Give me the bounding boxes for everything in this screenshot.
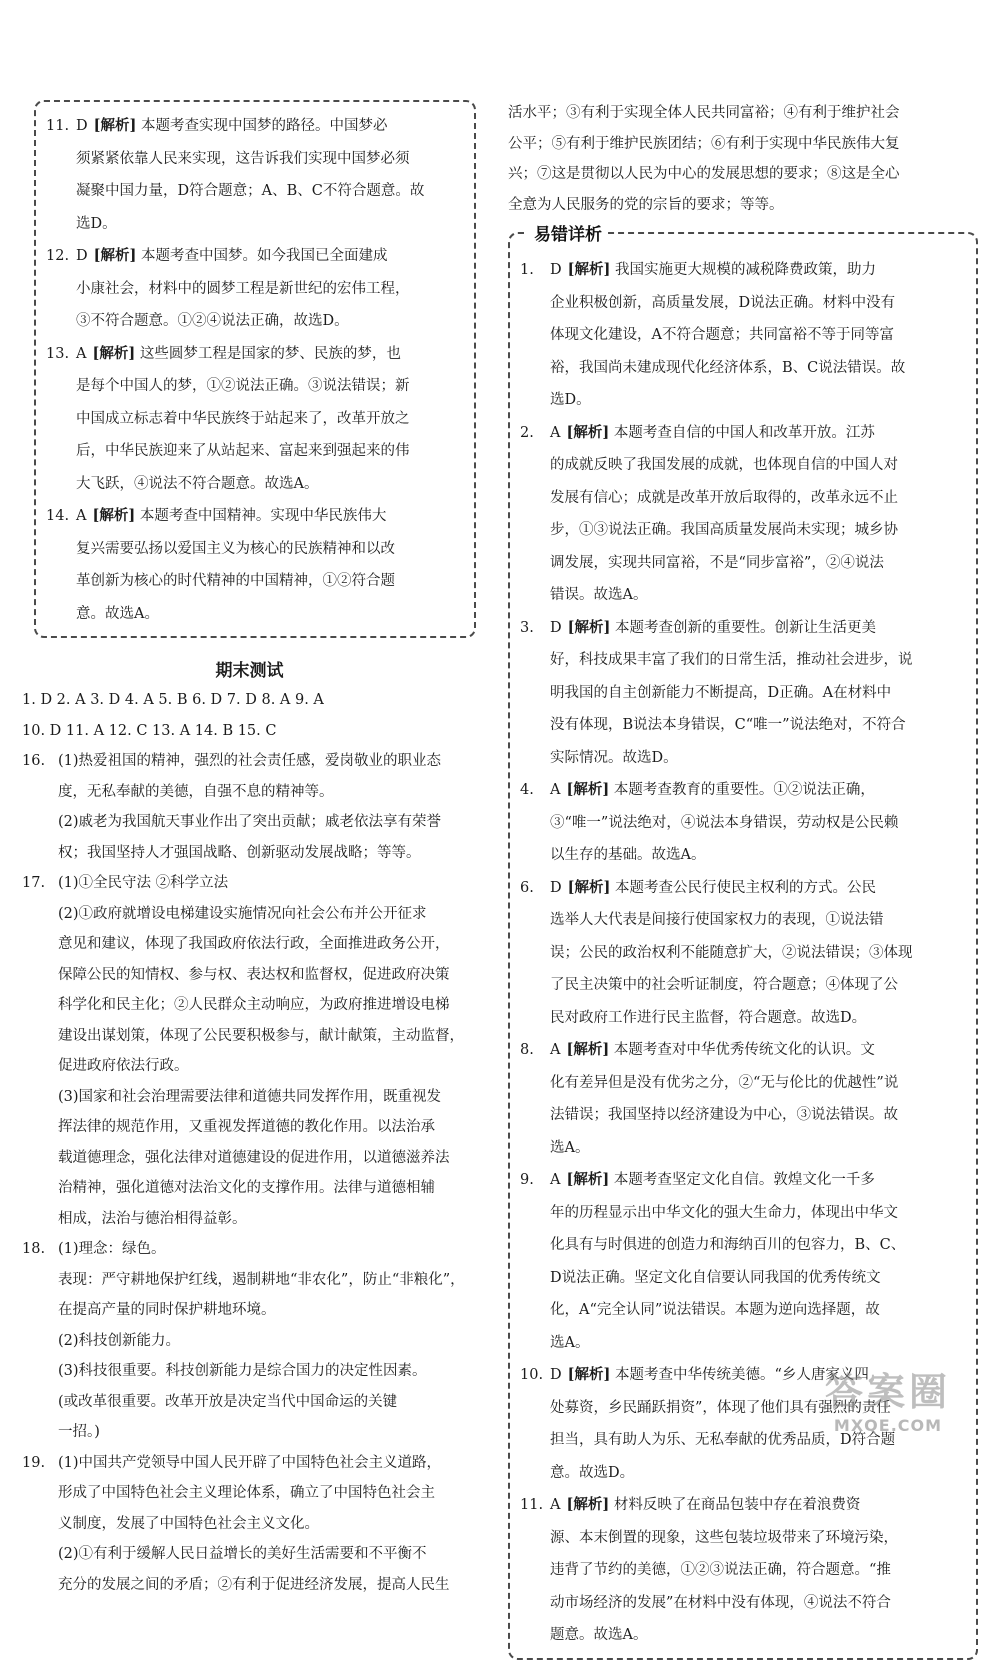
item-text-line: 中国成立标志着中华民族终于站起来了，改革开放之 — [76, 410, 410, 427]
item-first-line — [520, 425, 875, 441]
continued-answer — [508, 98, 978, 220]
item-text-line: 选D。 — [76, 215, 117, 232]
question-line: (3)国家和社会治理需要法律和道德共同发挥作用，既重视发 — [58, 1088, 442, 1105]
item-text: 本题考查教育的重要性。①②说法正确， — [613, 782, 875, 798]
analysis-tag: [ 解析 ] — [92, 345, 135, 362]
item-number: 13. — [46, 345, 70, 362]
item-text: 材料反映了在商品包装中存在着浪费资 — [613, 1497, 861, 1513]
question-text: (1)中国共产党领导中国人民开辟了中国特色社会主义道路， — [58, 1454, 442, 1471]
item-number: 1. — [520, 262, 534, 278]
answer-item — [46, 338, 464, 501]
question-line: (2)戚老为我国航天事业作出了突出贡献；戚老依法享有荣誉 — [58, 814, 442, 830]
item-answer: A — [550, 1172, 561, 1188]
item-first-line — [46, 346, 401, 362]
item-text-line: 意。故选A。 — [76, 605, 159, 622]
question-text: (1)理念：绿色。 — [58, 1241, 166, 1257]
item-text-line: 源、本末倒置的现象，这些包装垃圾带来了环境污染， — [550, 1529, 898, 1546]
continued-line: 兴；⑦这是贯彻以人民为中心的发展思想的要求；⑧这是全心 — [508, 166, 900, 182]
item-text-line: 民对政府工作进行民主监督，符合题意。故选D。 — [550, 1009, 867, 1026]
continued-line: 全意为人民服务的党的宗旨的要求；等等。 — [508, 196, 784, 213]
item-text: 本题考查中华传统美德。“乡人唐家义四 — [615, 1367, 869, 1383]
question-text: (1)①全民守法 ②科学立法 — [58, 875, 229, 891]
item-text-line: 了民主决策中的社会听证制度，符合题意；④体现了公 — [550, 977, 898, 993]
item-number: 9. — [520, 1172, 534, 1188]
question-line: 形成了中国特色社会主义理论体系，确立了中国特色社会主 — [58, 1485, 435, 1501]
item-number: 10. — [520, 1367, 544, 1383]
question-number: 17. — [22, 875, 46, 891]
item-text-line: 凝聚中国力量，D符合题意；A、B、C不符合题意。故 — [76, 183, 425, 199]
item-text: 本题考查公民行使民主权利的方式。公民 — [615, 879, 876, 896]
error-analysis-title: 易错详析 — [528, 220, 608, 245]
item-text-line: ③不符合题意。①②④说法正确，故选D。 — [76, 313, 349, 329]
item-text-line: 实际情况。故选D。 — [550, 749, 678, 766]
question-line: (2)①有利于缓解人民日益增长的美好生活需要和不平衡不 — [58, 1546, 427, 1562]
analysis-tag: [ 解析 ] — [568, 1366, 611, 1383]
question-line — [22, 1234, 477, 1265]
item-first-line — [46, 508, 386, 524]
analysis-tag: [ 解析 ] — [92, 507, 135, 524]
item-answer: A — [550, 1497, 561, 1513]
item-number: 3. — [520, 619, 534, 636]
question-line: (2)①政府就增设电梯建设实施情况向社会公布并公开征求 — [58, 905, 427, 922]
question-line: 意见和建议，体现了我国政府依法行政，全面推进政务公开， — [58, 936, 450, 952]
item-text-line: 担当，具有助人为乐、无私奉献的优秀品质，D符合题 — [550, 1432, 896, 1448]
item-first-line — [520, 880, 876, 896]
item-answer: A — [76, 345, 87, 362]
item-text-line: 错误。故选A。 — [550, 587, 648, 603]
item-text: 本题考查对中华优秀传统文化的认识。文 — [613, 1042, 875, 1058]
question-line: 相成，法治与德治相得益彰。 — [58, 1210, 247, 1227]
question-line: 治精神，强化道德对法治文化的支撑作用。法律与道德相辅 — [58, 1180, 435, 1196]
item-text-line: 步，①③说法正确。我国高质量发展尚未实现；城乡协 — [550, 522, 898, 538]
analysis-tag: [ 解析 ] — [568, 879, 611, 896]
item-text-line: 违背了节约的美德，①②③说法正确，符合题意。“推 — [550, 1562, 891, 1578]
item-text-line: 意。故选D。 — [550, 1464, 635, 1481]
item-text-line: 没有体现，B说法本身错误，C“唯一”说法绝对，不符合 — [550, 717, 906, 733]
error-analysis-box — [508, 225, 978, 1660]
analysis-tag: [ 解析 ] — [566, 1041, 609, 1058]
item-answer: D — [76, 118, 88, 134]
item-text-line: 体现文化建设，A不符合题意；共同富裕不等于同等富 — [550, 327, 894, 343]
item-text-line: 革创新为核心的时代精神的中国精神，①②符合题 — [76, 573, 395, 589]
item-first-line — [46, 248, 388, 264]
item-text-line: D说法正确。坚定文化自信要认同我国的优秀传统文 — [550, 1269, 881, 1286]
analysis-tag: [ 解析 ] — [566, 424, 609, 441]
item-answer: A — [550, 782, 561, 798]
answer-item — [520, 774, 966, 872]
answer-item — [46, 240, 464, 338]
watermark-logo — [798, 1361, 978, 1435]
item-number: 4. — [520, 782, 534, 798]
item-text-line: 以生存的基础。故选A。 — [550, 847, 706, 863]
item-answer: D — [76, 248, 88, 264]
item-text-line: 复兴需要弘扬以爱国主义为核心的民族精神和以改 — [76, 540, 395, 557]
item-text: 本题考查中国精神。实现中华民族伟大 — [139, 508, 387, 524]
item-text: 本题考查自信的中国人和改革开放。江苏 — [613, 424, 875, 441]
item-text-line: 法错误；我国坚持以经济建设为中心，③说法错误。故 — [550, 1107, 898, 1123]
analysis-tag: [ 解析 ] — [566, 781, 609, 798]
answer-item — [46, 500, 464, 630]
item-answer: D — [550, 619, 562, 636]
item-answer: A — [76, 508, 87, 524]
item-text-line: 是每个中国人的梦，①②说法正确。③说法错误；新 — [76, 378, 410, 394]
item-answer: D — [550, 1367, 562, 1383]
question-text: (1)热爱祖国的精神，强烈的社会责任感，爱岗敬业的职业态 — [58, 753, 442, 769]
question-line: 一招。) — [58, 1424, 100, 1440]
item-number: 12. — [46, 248, 70, 264]
question-number: 16. — [22, 753, 46, 769]
item-text-line: 化具有与时俱进的创造力和海纳百川的包容力，B、C、 — [550, 1237, 906, 1253]
item-answer: A — [550, 424, 561, 441]
item-text: 我国实施更大规模的减税降费政策，助力 — [615, 262, 876, 278]
watermark-url: MXQE.COM — [833, 1416, 943, 1435]
item-first-line — [520, 620, 876, 636]
item-number: 6. — [520, 879, 534, 896]
item-text-line: 须紧紧依靠人民来实现，这告诉我们实现中国梦必须 — [76, 150, 410, 167]
answer-item — [520, 1034, 966, 1164]
item-text-line: 明我国的自主创新能力不断提高，D正确。A在材料中 — [550, 684, 892, 701]
question-number: 19. — [22, 1454, 46, 1471]
watermark-text: 答案圈 — [824, 1370, 951, 1414]
question-line: 载道德理念，强化法律对道德建设的促进作用，以道德滋养法 — [58, 1149, 450, 1166]
question-line — [22, 868, 477, 899]
answer-item — [520, 417, 966, 612]
question-line — [22, 1448, 477, 1479]
item-text: 本题考查坚定文化自信。敦煌文化一千多 — [613, 1172, 875, 1188]
analysis-tag: [ 解析 ] — [566, 1496, 609, 1513]
item-text-line: 化，A“完全认同”说法错误。本题为逆向选择题，故 — [550, 1302, 880, 1318]
answer-item — [520, 1489, 966, 1652]
item-number: 14. — [46, 508, 70, 524]
item-text: 本题考查实现中国梦的路径。中国梦必 — [141, 118, 388, 134]
analysis-tag: [ 解析 ] — [94, 117, 137, 134]
question-line: 挥法律的规范作用，又重视发挥道德的教化作用。以法治承 — [58, 1119, 435, 1135]
item-text-line: 选D。 — [550, 392, 591, 408]
answer-item — [520, 254, 966, 417]
analysis-tag: [ 解析 ] — [568, 619, 611, 636]
left-answer-box — [34, 100, 476, 638]
item-number: 11. — [46, 118, 70, 134]
item-text-line: 误；公民的政治权利不能随意扩大，②说法错误；③体现 — [550, 944, 913, 961]
final-test-questions — [22, 746, 477, 1600]
item-text-line: 题意。故选A。 — [550, 1627, 648, 1643]
item-first-line — [46, 118, 388, 134]
answers-line-2: 10. D 11. A 12. C 13. A 14. B 15. C — [22, 722, 277, 739]
item-answer: D — [550, 879, 562, 896]
continued-line: 活水平；③有利于实现全体人民共同富裕；④有利于维护社会 — [508, 105, 900, 121]
item-text: 本题考查创新的重要性。创新让生活更美 — [615, 619, 876, 636]
answer-item — [520, 612, 966, 775]
item-answer: D — [550, 262, 562, 278]
question-line: 义制度，发展了中国特色社会主义文化。 — [58, 1515, 319, 1532]
question-number: 18. — [22, 1241, 46, 1257]
item-text-line: 好，科技成果丰富了我们的日常生活，推动社会进步，说 — [550, 652, 913, 668]
item-number: 11. — [520, 1497, 544, 1513]
question-line: 在提高产量的同时保护耕地环境。 — [58, 1302, 276, 1318]
question-line: 建设出谋划策，体现了公民要积极参与，献计献策，主动监督， — [58, 1027, 464, 1044]
left-column — [22, 100, 477, 1600]
question-line: (3)科技很重要。科技创新能力是综合国力的决定性因素。 — [58, 1363, 427, 1379]
item-text-line: 大飞跃，④说法不符合题意。故选A。 — [76, 475, 319, 492]
question-line: 表现：严守耕地保护红线，遏制耕地“非农化”，防止“非粮化”， — [58, 1271, 465, 1288]
question-line: (或改革很重要。改革开放是决定当代中国命运的关键 — [58, 1393, 398, 1410]
question-line: 保障公民的知情权、参与权、表达权和监督权，促进政府决策 — [58, 966, 450, 983]
item-text-line: 小康社会，材料中的圆梦工程是新世纪的宏伟工程， — [76, 280, 410, 297]
question-line: 充分的发展之间的矛盾；②有利于促进经济发展，提高人民生 — [58, 1576, 450, 1593]
item-text: 这些圆梦工程是国家的梦、民族的梦，也 — [139, 345, 401, 362]
item-text-line: 选举人大代表是间接行使国家权力的表现，①说法错 — [550, 912, 884, 928]
final-test-title: 期末测试 — [215, 661, 284, 681]
continued-line: 公平；⑤有利于维护民族团结；⑥有利于实现中华民族伟大复 — [508, 135, 900, 152]
answer-item — [520, 872, 966, 1035]
analysis-tag: [ 解析 ] — [94, 247, 137, 264]
item-first-line — [520, 1497, 860, 1513]
item-text-line: 动市场经济的发展”在材料中没有体现，④说法不符合 — [550, 1594, 891, 1611]
item-answer: A — [550, 1042, 561, 1058]
answer-item — [46, 110, 464, 240]
item-text-line: 调发展，实现共同富裕，不是“同步富裕”，②④说法 — [550, 554, 884, 571]
item-text-line: 企业积极创新，高质量发展，D说法正确。材料中没有 — [550, 294, 896, 311]
item-text-line: ③“唯一”说法绝对，④说法本身错误，劳动权是公民赖 — [550, 814, 899, 831]
analysis-tag: [ 解析 ] — [568, 261, 611, 278]
item-text-line: 裕，我国尚未建成现代化经济体系，B、C说法错误。故 — [550, 359, 906, 376]
item-text-line: 发展有信心；成就是改革开放后取得的，改革永远不止 — [550, 489, 898, 506]
item-text-line: 化有差异但是没有优劣之分，②“无与伦比的优越性”说 — [550, 1074, 899, 1091]
item-text-line: 的成就反映了我国发展的成就，也体现自信的中国人对 — [550, 457, 898, 473]
item-number: 2. — [520, 424, 534, 441]
item-number: 8. — [520, 1042, 534, 1058]
question-line: (2)科技创新能力。 — [58, 1332, 181, 1349]
item-text-line: 后，中华民族迎来了从站起来、富起来到强起来的伟 — [76, 443, 410, 459]
question-line — [22, 746, 477, 777]
item-text: 本题考查中国梦。如今我国已全面建成 — [141, 248, 388, 264]
question-line: 促进政府依法行政。 — [58, 1058, 189, 1074]
item-first-line — [520, 1172, 875, 1188]
question-line: 权；我国坚持人才强国战略、创新驱动发展战略；等等。 — [58, 844, 421, 861]
answer-item — [520, 1164, 966, 1359]
item-first-line — [520, 1042, 875, 1058]
item-text-line: 处募资，乡民踊跃捐资”，体现了他们具有强烈的责任 — [550, 1399, 891, 1416]
item-first-line — [520, 782, 875, 798]
item-text-line: 选A。 — [550, 1334, 590, 1351]
item-text-line: 选A。 — [550, 1139, 590, 1156]
item-first-line — [520, 262, 876, 278]
question-line: 度，无私奉献的美德，自强不息的精神等。 — [58, 783, 334, 800]
question-line: 科学化和民主化；②人民群众主动响应，为政府推进增设电梯 — [58, 997, 450, 1013]
answers-line-1: 1. D 2. A 3. D 4. A 5. B 6. D 7. D 8. A 9. A — [22, 692, 324, 708]
analysis-tag: [ 解析 ] — [566, 1171, 609, 1188]
item-text-line: 年的历程显示出中华文化的强大生命力，体现出中华文 — [550, 1204, 898, 1221]
